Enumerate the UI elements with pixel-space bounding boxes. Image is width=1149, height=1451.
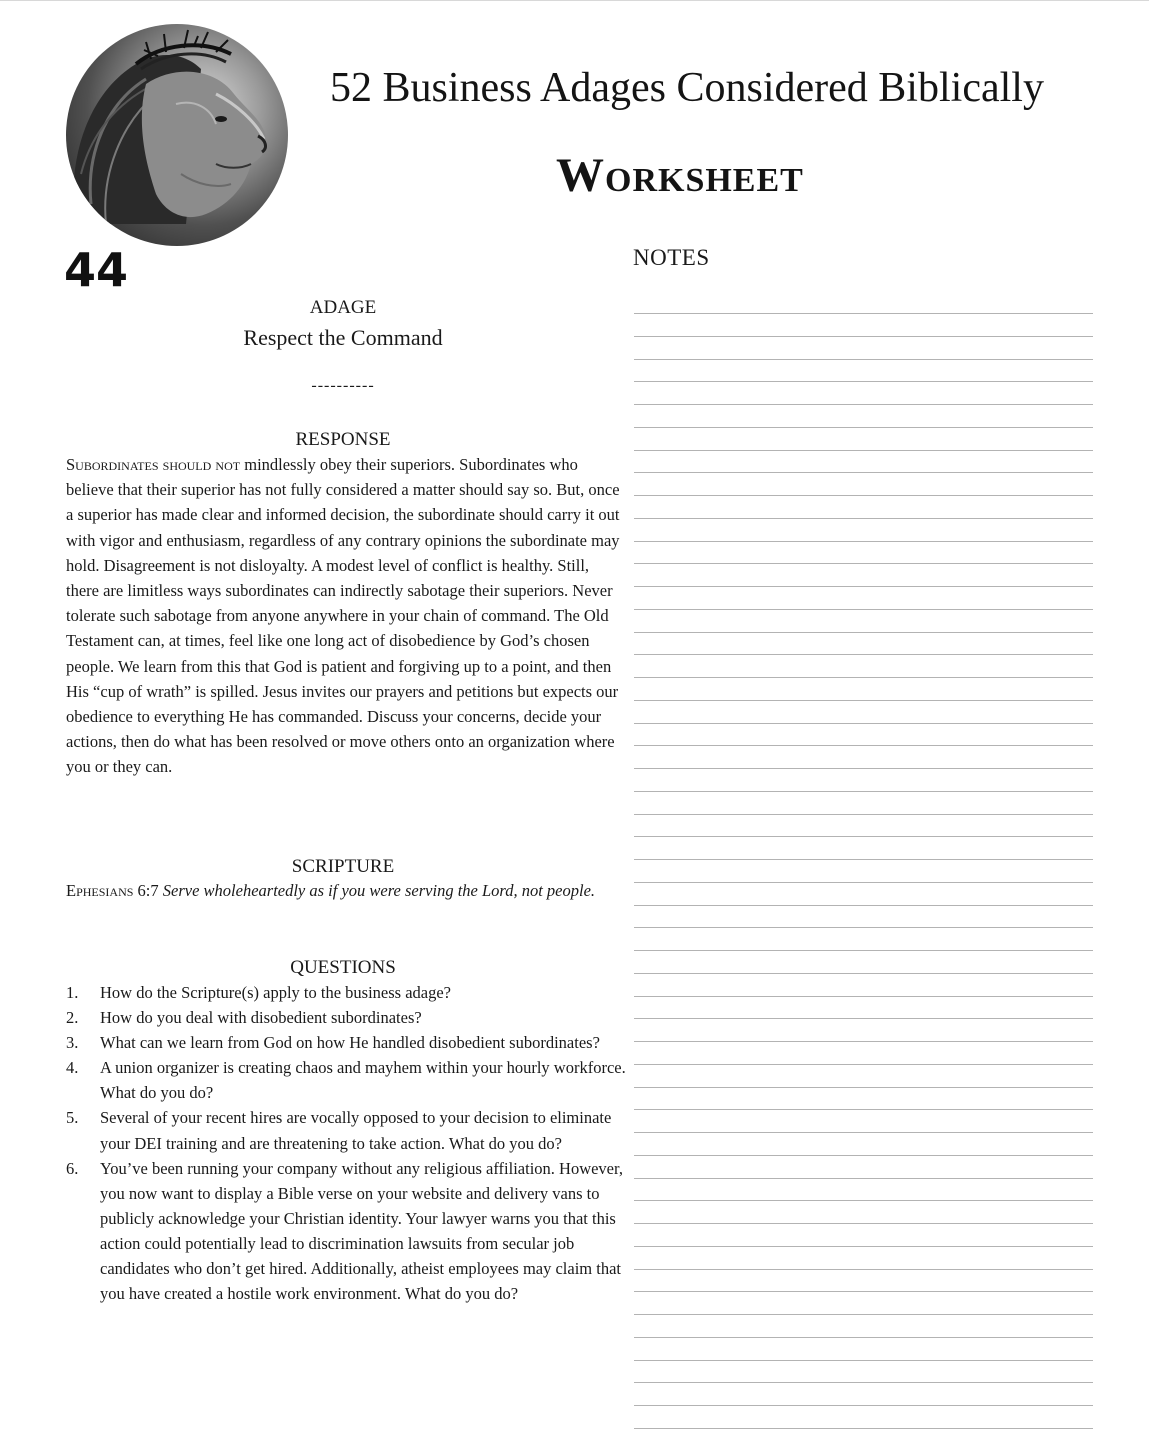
response-body: mindlessly obey their superiors. Subordinates who believe that their superior has not fully considered a matter should say so. But, once a superior has made clear and informed decision, the subordinate should carry it out with vigor and enthusiasm, regardless of any contrary opinions the subordinate may hold. Disagreement is not disloyalty. A modest level of conflict is healthy. Still, there are limitless ways subordinates can indirectly sabotage their superiors. Never tolerate such sabotage from anyone anywhere in your chain of command. The Old Testament can, at times, feel like one long act of disobedience by God’s chosen people. We learn from this that God is patient and forgiving up to a point, and then His “cup of wrath” is spilled. Jesus invites our prayers and petitions but expects our obedience to everything He has commanded. Discuss your concerns, decide your actions, then do what has been resolved or move others onto an organization where you or they can. bbox=[66, 455, 620, 777]
notes-line[interactable] bbox=[634, 745, 1093, 746]
scripture-reference: Ephesians 6:7 bbox=[66, 881, 159, 900]
notes-line[interactable] bbox=[634, 1428, 1093, 1429]
question-number: 2. bbox=[66, 1008, 79, 1028]
question-item bbox=[66, 980, 626, 1005]
notes-line[interactable] bbox=[634, 1291, 1093, 1292]
response-lead: Subordinates should not bbox=[66, 455, 241, 474]
notes-line[interactable] bbox=[634, 1223, 1093, 1224]
notes-line[interactable] bbox=[634, 1064, 1093, 1065]
adage-text: Respect the Command bbox=[243, 325, 443, 350]
notes-line[interactable] bbox=[634, 1200, 1093, 1201]
question-item bbox=[66, 1005, 626, 1030]
chapter-number: 44 bbox=[64, 243, 129, 297]
notes-line[interactable] bbox=[634, 768, 1093, 769]
notes-line[interactable] bbox=[634, 1382, 1093, 1383]
question-number: 5. bbox=[66, 1108, 79, 1128]
question-item bbox=[66, 1156, 626, 1307]
question-number: 6. bbox=[66, 1158, 79, 1178]
notes-line[interactable] bbox=[634, 541, 1093, 542]
adage-heading: ADAGE bbox=[309, 297, 377, 318]
scripture-heading: SCRIPTURE bbox=[291, 856, 395, 877]
question-number: 1. bbox=[66, 983, 79, 1002]
lion-with-crown-of-thorns-icon bbox=[66, 24, 288, 246]
notes-line[interactable] bbox=[634, 1087, 1093, 1088]
notes-line[interactable] bbox=[634, 723, 1093, 724]
notes-line[interactable] bbox=[634, 472, 1093, 473]
notes-line[interactable] bbox=[634, 450, 1093, 451]
notes-line[interactable] bbox=[634, 882, 1093, 883]
question-text: What can we learn from God on how He handled disobedient subordinates? bbox=[100, 1033, 600, 1053]
notes-line[interactable] bbox=[634, 632, 1093, 633]
notes-line[interactable] bbox=[634, 359, 1093, 360]
notes-line[interactable] bbox=[634, 1178, 1093, 1179]
question-item bbox=[66, 1055, 626, 1105]
notes-line[interactable] bbox=[634, 1314, 1093, 1315]
notes-line[interactable] bbox=[634, 495, 1093, 496]
section-divider: ---------- bbox=[311, 377, 375, 394]
notes-line[interactable] bbox=[634, 677, 1093, 678]
notes-line[interactable] bbox=[634, 313, 1093, 314]
notes-line[interactable] bbox=[634, 700, 1093, 701]
notes-line[interactable] bbox=[634, 1132, 1093, 1133]
response-heading: RESPONSE bbox=[295, 429, 391, 450]
notes-line[interactable] bbox=[634, 950, 1093, 951]
top-rule bbox=[0, 0, 1149, 1]
notes-line[interactable] bbox=[634, 586, 1093, 587]
response-text bbox=[66, 452, 626, 780]
notes-line[interactable] bbox=[634, 973, 1093, 974]
notes-line[interactable] bbox=[634, 814, 1093, 815]
notes-line[interactable] bbox=[634, 1041, 1093, 1042]
notes-line[interactable] bbox=[634, 609, 1093, 610]
notes-line[interactable] bbox=[634, 336, 1093, 337]
notes-line[interactable] bbox=[634, 836, 1093, 837]
notes-line[interactable] bbox=[634, 1246, 1093, 1247]
question-text: Several of your recent hires are vocally opposed to your decision to eliminate your DEI training and are threatening to take action. What do you do? bbox=[100, 1108, 612, 1153]
question-text: You’ve been running your company without any religious affiliation. However, you now want to display a Bible verse on your website and delivery vans to publicly acknowledge your Christian identity. Your lawyer warns you that this action could potentially lead to discrimination lawsuits from secular job candidates who don’t get hired. Additionally, atheist employees may claim that you have created a hostile work environment. What do you do? bbox=[100, 1158, 623, 1304]
notes-line[interactable] bbox=[634, 1405, 1093, 1406]
notes-line[interactable] bbox=[634, 1360, 1093, 1361]
worksheet-title: Worksheet bbox=[556, 149, 804, 202]
book-title: 52 Business Adages Considered Biblically bbox=[330, 65, 1044, 111]
notes-line[interactable] bbox=[634, 1155, 1093, 1156]
notes-line[interactable] bbox=[634, 381, 1093, 382]
notes-line[interactable] bbox=[634, 563, 1093, 564]
notes-heading: NOTES bbox=[633, 245, 710, 270]
question-text: How do you deal with disobedient subordinates? bbox=[100, 1008, 422, 1028]
notes-line[interactable] bbox=[634, 927, 1093, 928]
question-number: 4. bbox=[66, 1058, 79, 1078]
scripture-text bbox=[66, 878, 626, 903]
notes-line[interactable] bbox=[634, 1109, 1093, 1110]
question-number: 3. bbox=[66, 1033, 79, 1053]
notes-line[interactable] bbox=[634, 1337, 1093, 1338]
question-item bbox=[66, 1030, 626, 1055]
question-text: A union organizer is creating chaos and mayhem within your hourly workforce. What do you do? bbox=[100, 1058, 626, 1103]
notes-line[interactable] bbox=[634, 1018, 1093, 1019]
notes-line[interactable] bbox=[634, 404, 1093, 405]
notes-line[interactable] bbox=[634, 518, 1093, 519]
questions-heading: QUESTIONS bbox=[290, 957, 396, 978]
question-item bbox=[66, 1105, 626, 1155]
notes-line[interactable] bbox=[634, 427, 1093, 428]
notes-line[interactable] bbox=[634, 654, 1093, 655]
notes-line[interactable] bbox=[634, 1269, 1093, 1270]
scripture-verse: Serve wholeheartedly as if you were serving the Lord, not people. bbox=[162, 881, 596, 900]
notes-line[interactable] bbox=[634, 905, 1093, 906]
notes-lines[interactable] bbox=[634, 313, 1093, 1451]
questions-list bbox=[66, 980, 626, 1306]
notes-line[interactable] bbox=[634, 859, 1093, 860]
notes-line[interactable] bbox=[634, 791, 1093, 792]
notes-line[interactable] bbox=[634, 996, 1093, 997]
question-text: How do the Scripture(s) apply to the business adage? bbox=[100, 983, 451, 1002]
